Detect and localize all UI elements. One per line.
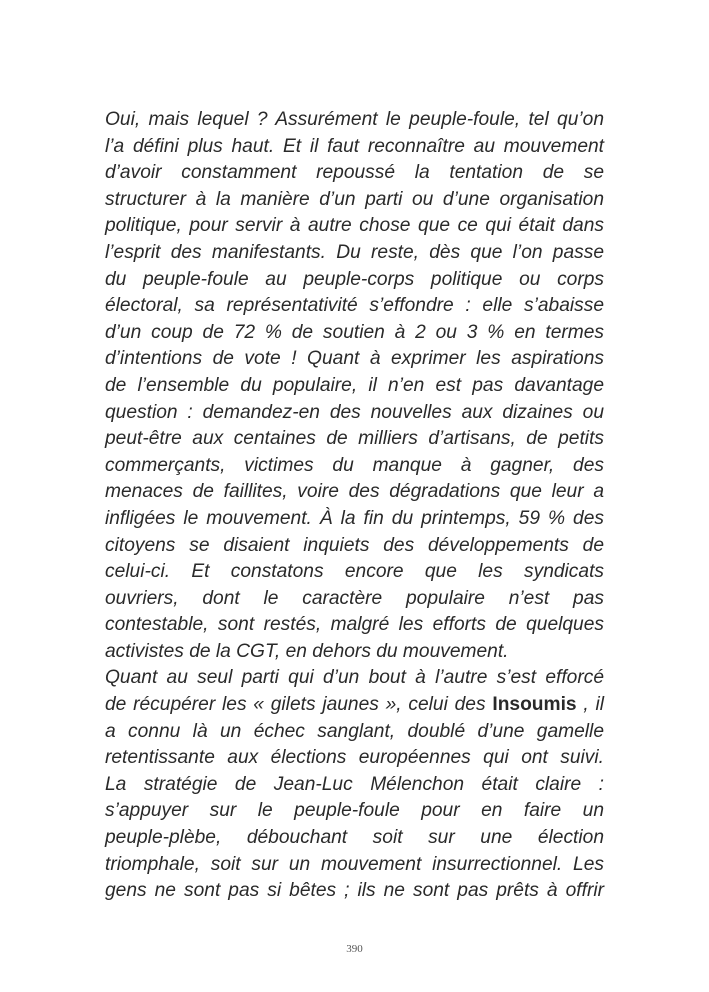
text-line: de l’ensemble du populaire, il n’en est pas davantage (105, 374, 604, 396)
text-line: infligées le mouvement. À la fin du printemps, 59 % des (105, 507, 604, 529)
text-line: structurer à la manière d’un parti ou d’une organisation (105, 188, 604, 210)
text-line: question : demandez-en des nouvelles aux dizaines ou (105, 401, 604, 423)
text-line: triomphale, soit sur un mouvement insurrectionnel. Les (105, 853, 604, 875)
text-line: a connu là un échec sanglant, doublé d’une gamelle (105, 720, 604, 742)
text-line: celui-ci. Et constatons encore que les syndicats (105, 561, 604, 583)
text-line: s’appuyer sur le peuple-foule pour en faire un (105, 800, 604, 822)
text-line: La stratégie de Jean-Luc Mélenchon était claire : (105, 773, 604, 795)
paragraph-1 (105, 107, 604, 665)
text-segment: de récupérer les « gilets jaunes », celui des (105, 694, 493, 716)
text-line: Quant au seul parti qui d’un bout à l’autre s’est efforcé (105, 667, 604, 689)
body-text (105, 107, 604, 905)
text-line: l’a défini plus haut. Et il faut reconnaître au mouvement (105, 135, 604, 157)
text-line: commerçants, victimes du manque à gagner, des (105, 454, 604, 476)
text-line: peut-être aux centaines de milliers d’artisans, de petits (105, 428, 604, 450)
text-line: politique, pour servir à autre chose que ce qui était dans (105, 215, 604, 237)
text-line (105, 692, 604, 719)
text-line: activistes de la CGT, en dehors du mouvement. (105, 640, 509, 662)
text-line: d’intentions de vote ! Quant à exprimer les aspirations (105, 348, 604, 370)
text-line: l’esprit des manifestants. Du reste, dès que l’on passe (105, 241, 604, 263)
text-line: gens ne sont pas si bêtes ; ils ne sont pas prêts à offrir (105, 880, 604, 902)
party-name: Insoumis (492, 694, 577, 716)
text-line: menaces de faillites, voire des dégradations que leur a (105, 481, 604, 503)
text-line: contestable, sont restés, malgré les efforts de quelques (105, 614, 604, 636)
text-segment: , il (576, 694, 604, 716)
text-line: retentissante aux élections européennes qui ont suivi. (105, 747, 604, 769)
text-line: citoyens se disaient inquiets des développements de (105, 534, 604, 556)
text-line: électoral, sa représentativité s’effondre : elle s’abaisse (105, 295, 604, 317)
text-line: du peuple-foule au peuple-corps politique ou corps (105, 268, 604, 290)
page-number: 390 (346, 943, 363, 955)
text-line: ouvriers, dont le caractère populaire n’est pas (105, 587, 604, 609)
text-line: d’un coup de 72 % de soutien à 2 ou 3 % en termes (105, 321, 604, 343)
text-line: d’avoir constamment repoussé la tentation de se (105, 162, 604, 184)
text-line: Oui, mais lequel ? Assurément le peuple-foule, tel qu’on (105, 109, 604, 130)
paragraph-2 (105, 665, 604, 904)
text-line: peuple-plèbe, débouchant soit sur une élection (105, 827, 604, 849)
